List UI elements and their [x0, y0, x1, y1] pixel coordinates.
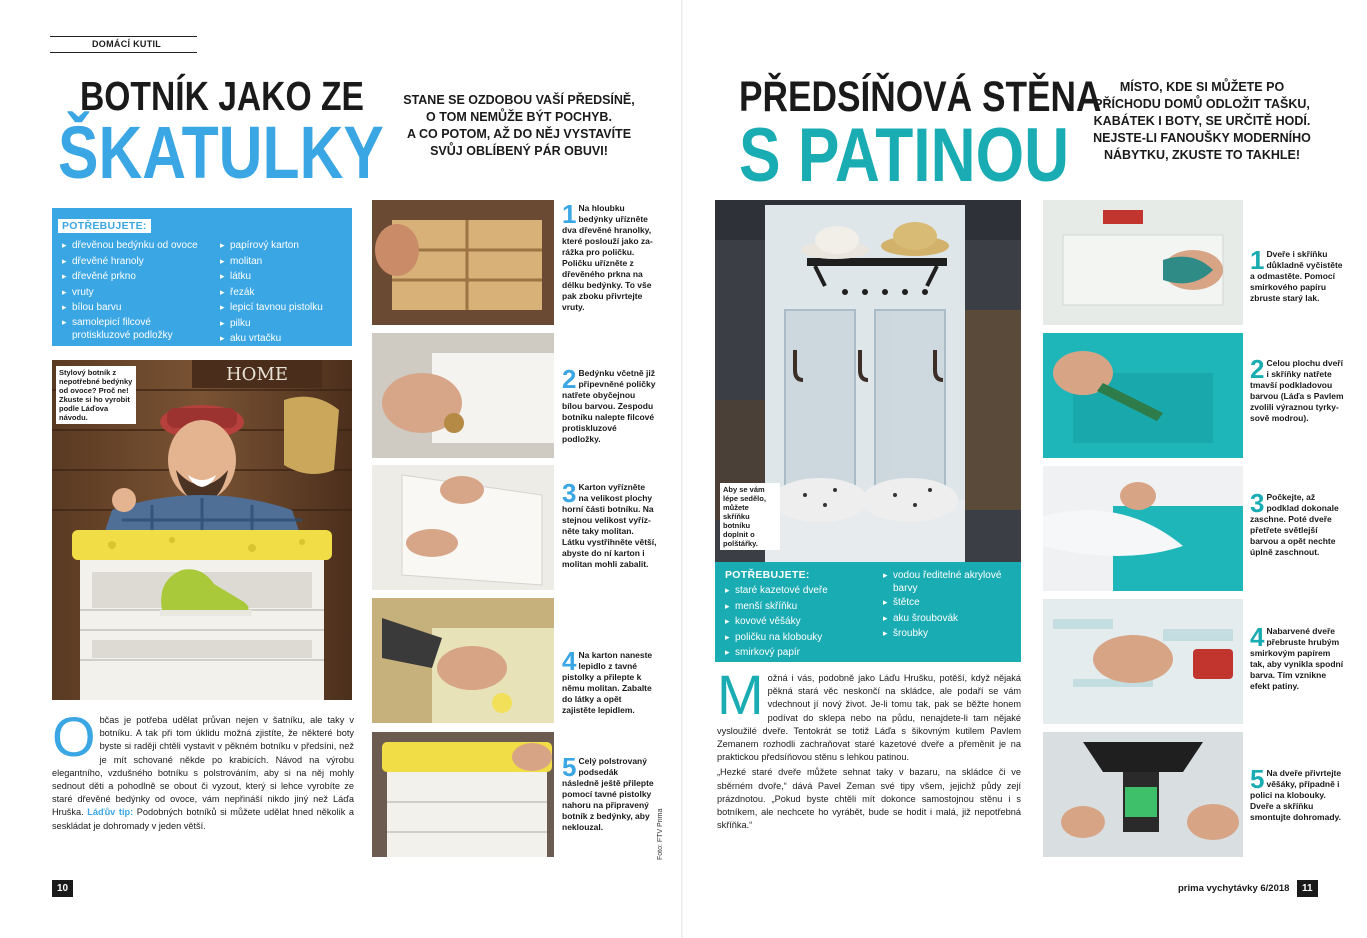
need-item: ▸ papírový karton — [220, 238, 323, 254]
left-page — [0, 0, 683, 938]
left-needs-col2 — [220, 238, 323, 347]
step4-photo — [372, 598, 554, 723]
r-step5-photo — [1043, 732, 1243, 857]
right-needs-col2 — [883, 569, 1001, 661]
left-step-5 — [562, 752, 657, 833]
need-item: ▸ bílou barvu — [62, 300, 202, 316]
crate-photo-illustration — [372, 200, 554, 325]
step1-photo — [372, 200, 554, 325]
right-intro-line: PŘÍCHODU DOMŮ ODLOŽIT TAŠKU, — [1094, 97, 1310, 111]
need-item: ▸ menší skříňku — [725, 599, 865, 615]
need-item: ▸ pilku — [220, 316, 323, 332]
step-number: 2 — [562, 364, 577, 394]
left-needs-heading: POTŘEBUJETE: — [58, 219, 151, 233]
right-intro-line: MÍSTO, KDE SI MŮŽETE PO — [1119, 80, 1285, 94]
step3-photo — [372, 465, 554, 590]
right-photo-caption: Aby se vám lépe sedělo, můžete skříňku botníku doplnit o polštářky. — [720, 483, 780, 550]
need-item: ▸ aku vrtačku — [220, 331, 323, 347]
need-item: ▸ smirkový papír — [725, 645, 865, 661]
right-title-line1: PŘEDSÍŇOVÁ STĚNA — [739, 73, 1102, 121]
glue-gun-photo-illustration — [372, 598, 554, 723]
step-text: Celý polstrovaný podsedák následně ještě přilepte pomocí tavné pistolky nahoru na připravený botník z bedýnky, aby neklouzal. — [562, 756, 654, 832]
r-step2-photo — [1043, 333, 1243, 458]
left-intro-line: A CO POTOM, AŽ DO NĚJ VYSTAVÍTE — [406, 127, 632, 141]
magazine-footer-name: prima vychytávky 6/2018 — [1178, 883, 1290, 894]
r-step4-photo — [1043, 599, 1243, 724]
section-tag: DOMÁCÍ KUTIL — [50, 36, 197, 53]
step-text: Celou plochu dveří i skříňky natřete tmavší podkladovou barvou (Láďa s Pavlem zvolili výraznou tyrkysově modrou). — [1250, 358, 1344, 423]
right-step-2 — [1250, 354, 1345, 424]
step-text: Na hloubku bedýnky uřízněte dva dřevěné hranolky, které poslouží jako zarážka pro poličku. Poličku uřízněte z dřevěného prkna na délku bedýnky. To vše pak zboku přivrtejte vruty. — [562, 203, 653, 312]
need-item: ▸ řezák — [220, 285, 323, 301]
left-step-2 — [562, 364, 657, 445]
teal-paint-photo-illustration — [1043, 333, 1243, 458]
need-item: ▸ šroubky — [883, 626, 1001, 642]
r-step1-photo — [1043, 200, 1243, 325]
step5-photo — [372, 732, 554, 857]
step-number: 4 — [1250, 622, 1265, 652]
step-text: Karton vyřízněte na velikost plochy horní části botníku. Na stejnou velikost vyřízněte taky molitan. Látku vystřihněte větší, abyste do ní karton i molitan mohli zabalit. — [562, 482, 657, 569]
tip-label: Láďův tip: — [87, 807, 134, 818]
left-title-line1: BOTNÍK JAKO ZE — [80, 73, 364, 119]
need-item: ▸ molitan — [220, 254, 323, 270]
need-item: ▸ vruty — [62, 285, 202, 301]
white-paint-photo-illustration — [1043, 466, 1243, 591]
left-photo-caption: Stylový botník z nepotřebné bedýnky od ovoce? Proč ne! Zkuste si ho vyrobit podle Láďova návodu. — [56, 366, 136, 424]
right-needs-col1 — [725, 583, 865, 661]
cushion-photo-illustration — [372, 732, 554, 857]
left-main-photo — [52, 360, 352, 700]
right-intro-line: NÁBYTKU, ZKUSTE TO TAKHLE! — [1103, 148, 1301, 162]
patina-sanding-photo-illustration — [1043, 599, 1243, 724]
left-body-paragraph: bčas je potřeba udělat průvan nejen v šatníku, ale taky v botníku. A tak při tom úklidu možná zjistíte, že některé boty byste si raději chtěli vystavit v pěkném botníku v předsíni, než je mít schované někde po krabicích. Návod na výrobu elegantního, vzdušného botníku s polstrováním, aby si na něj mohly sednout děti a pohodlně se obout či vyzout, který si lehce vyrobíte ze staré dřevěné bedýnky od ovoce, vám nepřináší nikdo jiný než Láďa Hruška. — [52, 715, 354, 818]
need-item: ▸ dřevěnou bedýnku od ovoce — [62, 238, 202, 254]
right-dropcap: M — [717, 663, 764, 726]
need-item-part: protiskluzové podložky — [72, 329, 173, 341]
need-item — [883, 569, 1001, 595]
need-item — [62, 316, 202, 342]
left-needs-box — [52, 208, 352, 346]
step-number: 4 — [562, 646, 577, 676]
right-step-3 — [1250, 488, 1345, 558]
right-step-5 — [1250, 764, 1345, 823]
step-text: Počkejte, až podklad dokonale zaschne. Poté dveře přetřete světlejší barvou a opět nechte úplně zaschnout. — [1250, 492, 1339, 557]
home-sign-text: HOME — [225, 364, 289, 385]
right-page-number: 11 — [1297, 880, 1318, 897]
need-item-part: vodou ředitelné akrylové — [893, 570, 1002, 581]
right-step-4 — [1250, 622, 1345, 692]
need-item: ▸ látku — [220, 269, 323, 285]
right-title-line2: S PATINOU — [739, 113, 1070, 198]
right-body-paragraph: ožná i vás, podobně jako Láďu Hrušku, potěší, když nějaká pěkná stará věc neskončí na skládce, ale podaří se vám vdechnout jí nový život. Je-li tomu tak, pak se běžte honem podívat do sklepa nebo na půdu, nenajdete-li tam nějaké vysloužilé dveře. Tentokrát se totiž Láďa s šikovným kutilem Pavlem Zemanem rozhodli zachraňovat staré kazetové dveře a přeměnit je na praktickou předsíňovou stěnu s lehkou patinou. — [717, 673, 1021, 763]
step-text: Nabarvené dveře přebruste hrubým smirkovým papírem tak, aby vynikla spodní barva. Tím vznikne efekt patiny. — [1250, 626, 1344, 691]
right-needs-box — [715, 562, 1021, 662]
left-page-number: 10 — [52, 880, 73, 897]
step-text: Bedýnku včetně již připevněné poličky natřete obyčejnou bílou barvou. Zespodu botníku nalepte filcové protiskluzové podložky. — [562, 368, 656, 444]
step2-photo — [372, 333, 554, 458]
step-text: Dveře i skříňku důkladně vyčistěte a odmastěte. Pomocí smirkového papíru zbruste starý lak. — [1250, 249, 1343, 303]
sanding-photo-illustration — [1043, 200, 1243, 325]
right-intro-line: NEJSTE-LI FANOUŠKY MODERNÍHO — [1093, 131, 1311, 145]
need-item: ▸ lepicí tavnou pistolku — [220, 300, 323, 316]
need-item: ▸ dřevěné prkno — [62, 269, 202, 285]
step-number: 3 — [1250, 488, 1265, 518]
need-item: ▸ staré kazetové dveře — [725, 583, 865, 599]
painting-photo-illustration — [372, 333, 554, 458]
need-item: ▸ poličku na klobouky — [725, 630, 865, 646]
right-body-text — [717, 663, 1021, 832]
step-number: 1 — [1250, 245, 1265, 275]
left-dropcap: O — [52, 705, 96, 768]
left-step-4 — [562, 646, 657, 716]
left-intro-line: O TOM NEMŮŽE BÝT POCHYB. — [426, 110, 612, 124]
right-page — [683, 0, 1367, 938]
left-intro-line: SVŮJ OBLÍBENÝ PÁR OBUVI! — [430, 144, 608, 158]
left-title-line2: ŠKATULKY — [58, 111, 384, 194]
need-item-part: barvy — [893, 583, 918, 594]
right-main-photo — [715, 200, 1021, 562]
need-item: ▸ štětce — [883, 595, 1001, 611]
step-number: 1 — [562, 199, 577, 229]
right-body-paragraph-2: „Hezké staré dveře můžete sehnat taky v bazaru, na skládce či ve sběrném dvoře,“ dává Pavel Zeman své tipy všem, jejichž půdy zejí prázdnotou. „Pokud byste chtěli mít dokonce samostojnou stěnu i s botníkem, ale nechcete ho vyrábět, bude se hodit i malá, již nepotřebná skříňka.“ — [717, 767, 1021, 831]
r-step3-photo — [1043, 466, 1243, 591]
left-step-1 — [562, 199, 657, 313]
step-number: 5 — [1250, 764, 1265, 794]
step-text: Na dveře přivrtejte věšáky, případně i polici na klobouky. Dveře a skříňku smontujte dohromady. — [1250, 768, 1342, 822]
step-number: 2 — [1250, 354, 1265, 384]
step-number: 3 — [562, 478, 577, 508]
right-step-1 — [1250, 245, 1345, 304]
left-body-text — [52, 705, 354, 833]
left-step-3 — [562, 478, 657, 570]
need-item: ▸ aku šroubovák — [883, 611, 1001, 627]
step-text: Na karton naneste lepidlo z tavné pistolky a přilepte k němu molitan. Zabalte do látky a opět zajistěte lepidlem. — [562, 650, 653, 715]
right-intro-line: KABÁTEK I BOTY, SE URČITĚ HODÍ. — [1093, 114, 1311, 128]
right-intro — [1067, 79, 1337, 164]
left-needs-col1 — [62, 238, 202, 347]
left-intro — [374, 92, 664, 160]
need-item: ▸ dřevěné hranoly — [62, 254, 202, 270]
left-intro-line: STANE SE OZDOBOU VAŠÍ PŘEDSÍNĚ, — [403, 93, 635, 107]
need-item-part: samolepicí filcové — [72, 316, 151, 328]
drilling-photo-illustration — [1043, 732, 1243, 857]
need-item: ▸ kovové věšáky — [725, 614, 865, 630]
photo-credit: Foto: FTV Prima — [657, 808, 664, 860]
right-needs-heading: POTŘEBUJETE: — [725, 569, 810, 581]
tip-text: Podobných botníků si můžete udělat hned několik a seskládat je dohromady v jeden větší. — [52, 807, 354, 831]
step-number: 5 — [562, 752, 577, 782]
cardboard-photo-illustration — [372, 465, 554, 590]
